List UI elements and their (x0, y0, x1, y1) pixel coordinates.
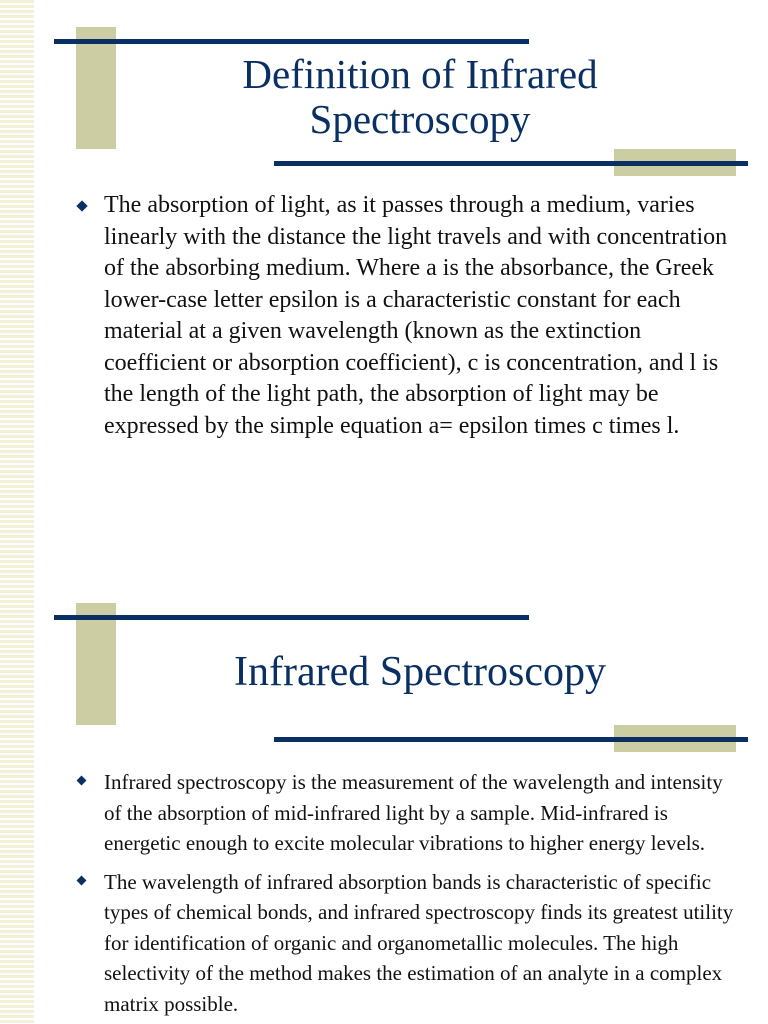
list-item (76, 867, 736, 1020)
title-accent-block-top (76, 27, 116, 149)
slide-title (130, 52, 710, 142)
bullet-text: Infrared spectroscopy is the measurement of the wavelength and intensity of the absorption of mid-infrared light by a sample. Mid-infrared is energetic enough to excite molecular vibrations to higher energy levels. (104, 770, 723, 855)
slide-title (130, 647, 710, 697)
list-item (76, 190, 736, 442)
bullet-list (76, 767, 736, 1024)
title-rule-bottom (274, 161, 748, 166)
title-rule-top (54, 615, 529, 620)
slide-title-line-1: Definition of Infrared (242, 51, 598, 97)
slide-infrared-spectroscopy (0, 575, 768, 1024)
bullet-text: The absorption of light, as it passes through a medium, varies linearly with the distance the light travels and with concentration of the absorbing medium. Where a is the absorbance, the Greek lower-case letter epsilon is a characteristic constant for each material at a given wavelength (known as the extinction coefficient or absorption coefficient), c is concentration, and l is the length of the light path, the absorption of light may be expressed by the simple equation a= epsilon times c times l. (104, 192, 728, 439)
bullet-text: The wavelength of infrared absorption bands is characteristic of specific types of chemical bonds, and infrared spectroscopy finds its greatest utility for identification of organic and organometallic molecules. The high selectivity of the method makes the estimation of an analyte in a complex matrix possible. (104, 869, 734, 1016)
title-rule-top (54, 39, 529, 44)
title-accent-block-top (76, 603, 116, 725)
title-rule-bottom (274, 737, 748, 742)
bullet-list (76, 190, 736, 450)
slide-title-line-2: Spectroscopy (309, 96, 531, 142)
list-item (76, 767, 736, 859)
diamond-bullet-icon (77, 875, 87, 885)
diamond-bullet-icon (77, 776, 87, 786)
slide-title-line-1: Infrared Spectroscopy (233, 649, 606, 695)
diamond-bullet-icon (76, 200, 87, 211)
